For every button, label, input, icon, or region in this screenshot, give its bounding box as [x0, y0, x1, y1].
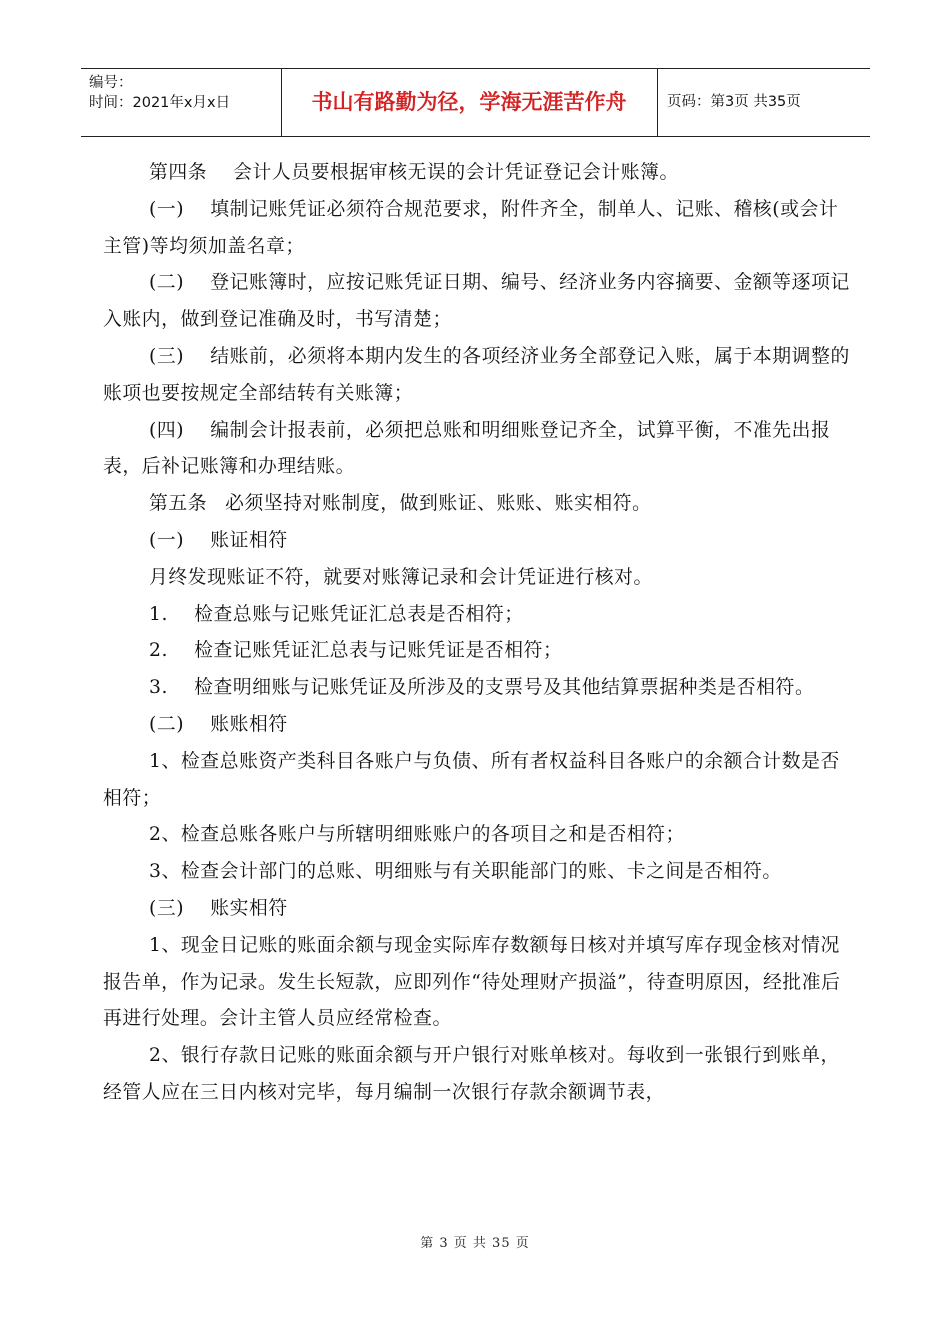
- item-number: (一): [149, 198, 185, 220]
- article-number: 第五条: [149, 493, 208, 515]
- article-5: [103, 486, 853, 523]
- item-text: 编制会计报表前，必须把总账和明细账登记齐全，试算平衡，不准先出报表，后补记账簿和办理结账。: [103, 419, 831, 478]
- header-meta: [89, 73, 230, 113]
- item-number: (二): [149, 272, 185, 294]
- item-text: 检查记账凭证汇总表与记账凭证是否相符；: [194, 640, 563, 662]
- section-text: 账实相符: [210, 897, 288, 919]
- section-title: [103, 523, 853, 560]
- header-motto: 书山有路勤为径，学海无涯苦作舟: [311, 90, 627, 114]
- list-item: 2、银行存款日记账的账面余额与开户银行对账单核对。每收到一张银行到账单，经管人应在三日内核对完毕，每月编制一次银行存款余额调节表，: [103, 1045, 840, 1103]
- list-item: 1、检查总账资产类科目各账户与负债、所有者权益科目各账户的余额合计数是否相符；: [103, 750, 840, 809]
- article-text: 会计人员要根据审核无误的会计凭证登记会计账簿。: [233, 162, 679, 183]
- item-text: 填制记账凭证必须符合规范要求，附件齐全，制单人、记账、稽核(或会计主管)等均须加盖名章；: [103, 198, 839, 257]
- item-text: 结账前，必须将本期内发生的各项经济业务全部登记入账，属于本期调整的账项也要按规定全部结转有关账簿；: [103, 345, 850, 404]
- list-item: [103, 633, 853, 670]
- list-item: [103, 192, 853, 266]
- document-body: [103, 155, 853, 1112]
- header-number: 编号：: [89, 75, 133, 91]
- section-title: [103, 891, 853, 928]
- list-item: [103, 670, 853, 707]
- list-item: 1、现金日记账的账面余额与现金实际库存数额每日核对并填写库存现金核对情况报告单，作为记录。发生长短款，应即列作“待处理财产损溢”，待查明原因，经批准后再进行处理。会计主管人员应经常检查。: [103, 934, 841, 1030]
- section-text: 账证相符: [210, 529, 288, 551]
- section-title: [103, 707, 853, 744]
- list-item: [103, 597, 853, 634]
- header-page-info: 页码：第3页 共35页: [667, 94, 801, 110]
- article-number: 第四条: [149, 162, 208, 183]
- item-text: 检查明细账与记账凭证及所涉及的支票号及其他结算票据种类是否相符。: [194, 677, 815, 699]
- item-number: 1.: [149, 603, 169, 625]
- item-number: (三): [149, 345, 185, 367]
- header-date: 时间：2021年x月x日: [89, 95, 231, 111]
- list-item: 3、检查会计部门的总账、明细账与有关职能部门的账、卡之间是否相符。: [149, 861, 782, 883]
- item-number: 2.: [149, 640, 169, 662]
- list-item: [103, 413, 853, 487]
- list-item: 2、检查总账各账户与所辖明细账账户的各项目之和是否相符；: [149, 824, 685, 846]
- section-number: (一): [149, 529, 185, 551]
- item-text: 检查总账与记账凭证汇总表是否相符；: [194, 603, 524, 625]
- section-text: 账账相符: [210, 713, 288, 735]
- list-item: [103, 265, 853, 339]
- list-item: [103, 339, 853, 413]
- header-divider: [657, 69, 658, 136]
- item-number: (四): [149, 419, 185, 441]
- section-number: (二): [149, 713, 185, 735]
- page-footer: 第 3 页 共 35 页: [420, 1236, 530, 1251]
- item-number: 3.: [149, 677, 169, 699]
- article-text: 必须坚持对账制度，做到账证、账账、账实相符。: [225, 493, 652, 515]
- article-4: [103, 155, 853, 192]
- page-header: [81, 68, 870, 137]
- item-text: 登记账簿时，应按记账凭证日期、编号、经济业务内容摘要、金额等逐项记入账内，做到登记准确及时，书写清楚；: [103, 272, 850, 331]
- paragraph: 月终发现账证不符，就要对账簿记录和会计凭证进行核对。: [149, 566, 653, 588]
- section-number: (三): [149, 897, 185, 919]
